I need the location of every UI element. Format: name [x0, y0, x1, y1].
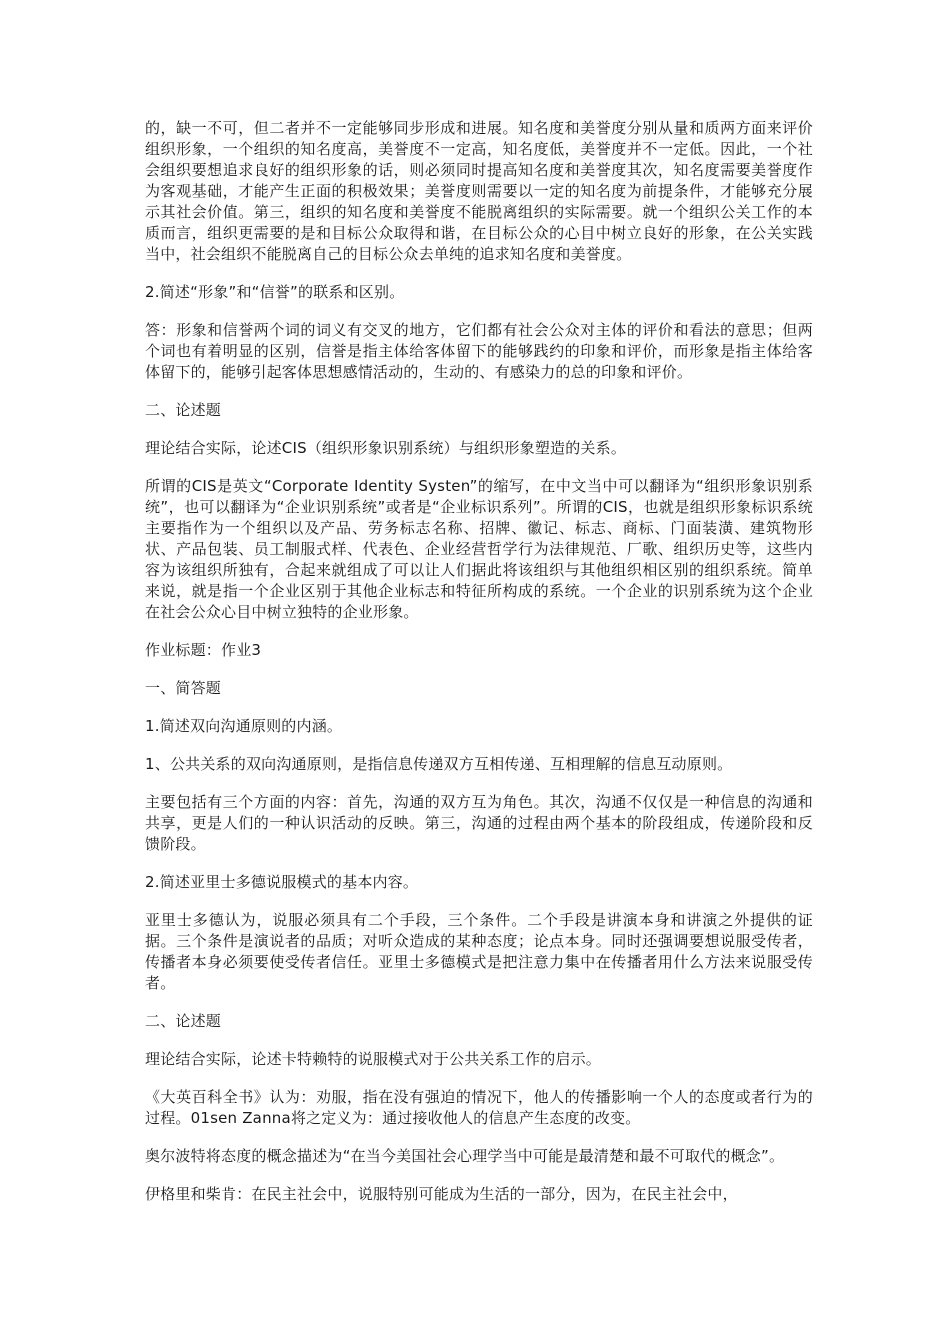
question-two-way-communication: 1.简述双向沟通原则的内涵。 [145, 717, 343, 735]
essay-answer-britannica: 《大英百科全书》认为：劝服，指在没有强迫的情况下，他人的传播影响一个人的态度或者行为的过程。01sen Zanna将之定义为：通过接收他人的信息产生态度的改变。 [145, 1088, 813, 1127]
section-heading-essay: 二、论述题 [145, 401, 222, 419]
essay-question-cartwright: 理论结合实际，论述卡特赖特的说服模式对于公共关系工作的启示。 [145, 1050, 602, 1068]
answer-image-vs-credit: 答：形象和信誉两个词的词义有交叉的地方，它们都有社会公众对主体的评价和看法的意思；但两个词也有着明显的区别，信誉是指主体给客体留下的能够践约的印象和评价，而形象是指主体给客体留下的，能够引起客体思想感情活动的，生动的、有感染力的总的印象和评价。 [145, 321, 813, 381]
essay-question-cis: 理论结合实际，论述CIS（组织形象识别系统）与组织形象塑造的关系。 [145, 439, 627, 457]
question-aristotle-model: 2.简述亚里士多德说服模式的基本内容。 [145, 873, 419, 891]
essay-answer-allport: 奥尔波特将态度的概念描述为“在当今美国社会心理学当中可能是最清楚和最不可取代的概念”。 [145, 1147, 785, 1165]
document-page [145, 118, 813, 1222]
section-heading-short-answer: 一、简答题 [145, 679, 222, 697]
answer-aristotle-model: 亚里士多德认为，说服必须具有二个手段，三个条件。二个手段是讲演本身和讲演之外提供的证据。三个条件是演说者的品质；对听众造成的某种态度；论点本身。同时还强调要想说服受传者，传播者本身必须要使受传者信任。亚里士多德模式是把注意力集中在传播者用什么方法来说服受传者。 [145, 911, 813, 992]
answer-two-way-communication-content: 主要包括有三个方面的内容：首先，沟通的双方互为角色。其次，沟通不仅仅是一种信息的沟通和共享，更是人们的一种认识活动的反映。第三，沟通的过程由两个基本的阶段组成，传递阶段和反馈阶段。 [145, 793, 813, 853]
paragraph-reputation-relation: 的，缺一不可，但二者并不一定能够同步形成和进展。知名度和美誉度分别从量和质两方面来评价组织形象，一个组织的知名度高，美誉度不一定高，知名度低，美誉度并不一定低。因此，一个社会组织要想追求良好的组织形象的话，则必须同时提高知名度和美誉度其次，知名度需要美誉度作为客观基础，才能产生正面的积极效果；美誉度则需要以一定的知名度为前提条件，才能够充分展示其社会价值。第三，组织的知名度和美誉度不能脱离组织的实际需要。就一个组织公关工作的本质而言，组织更需要的是和目标公众取得和谐，在目标公众的心目中树立良好的形象，在公关实践当中，社会组织不能脱离自己的目标公众去单纯的追求知名度和美誉度。 [145, 119, 813, 263]
question-image-vs-credit: 2.简述“形象”和“信誉”的联系和区别。 [145, 283, 405, 301]
essay-answer-eagly-chaiken: 伊格里和柴肯：在民主社会中，说服特别可能成为生活的一部分，因为，在民主社会中， [145, 1185, 738, 1203]
assignment-title: 作业标题：作业3 [145, 641, 262, 659]
essay-answer-cis: 所谓的CIS是英文“Corporate Identity Systen”的缩写，在中文当中可以翻译为“组织形象识别系统”，也可以翻译为“企业识别系统”或者是“企业标识系列”。所谓的CIS，也就是组织形象标识系统主要指作为一个组织以及产品、劳务标志名称、招牌、徽记、标志、商标、门面装潢、建筑物形状、产品包装、员工制服式样、代表色、企业经营哲学行为法律规范、厂歌、组织历史等，这些内容为该组织所独有，合起来就组成了可以让人们据此将该组织与其他组织相区别的组织系统。简单来说，就是指一个企业区别于其他企业标志和特征所构成的系统。一个企业的识别系统为这个企业在社会公众心目中树立独特的企业形象。 [145, 477, 813, 621]
answer-two-way-communication-definition: 1、公共关系的双向沟通原则，是指信息传递双方互相传递、互相理解的信息互动原则。 [145, 755, 733, 773]
section-heading-essay-2: 二、论述题 [145, 1012, 222, 1030]
